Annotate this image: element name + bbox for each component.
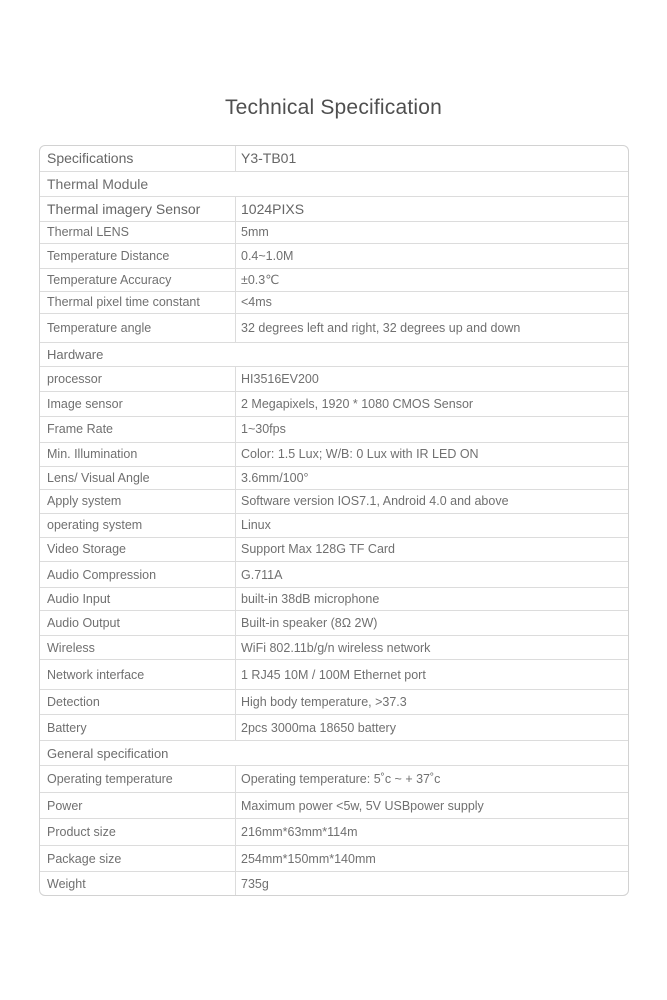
spec-value: 735g (241, 876, 269, 891)
section-header: General specification (40, 741, 628, 766)
table-row (40, 562, 628, 588)
spec-value: Software version IOS7.1, Android 4.0 and above (241, 494, 509, 509)
spec-value: Maximum power <5w, 5V USBpower supply (241, 798, 484, 813)
table-row (40, 538, 628, 563)
spec-value: ±0.3℃ (241, 273, 280, 288)
spec-label: processor (40, 367, 236, 391)
table-row (40, 715, 628, 741)
spec-value: <4ms (241, 295, 272, 310)
spec-label: Network interface (40, 660, 236, 689)
table-row (40, 146, 628, 172)
spec-value: High body temperature, >37.3 (241, 695, 407, 710)
spec-label: Temperature Accuracy (40, 269, 236, 291)
table-row (40, 392, 628, 417)
table-row (40, 367, 628, 392)
spec-value: 1024PIXS (241, 200, 305, 217)
spec-value: 1 RJ45 10M / 100M Ethernet port (241, 667, 426, 682)
spec-label: Specifications (40, 146, 236, 171)
spec-label: Package size (40, 846, 236, 871)
spec-label: Frame Rate (40, 417, 236, 442)
spec-label: Temperature angle (40, 314, 236, 342)
table-row (40, 417, 628, 443)
table-row (40, 467, 628, 490)
spec-label: Lens/ Visual Angle (40, 467, 236, 489)
spec-value: Y3-TB01 (241, 150, 297, 167)
spec-label: Operating temperature (40, 766, 236, 792)
spec-value: Color: 1.5 Lux; W/B: 0 Lux with IR LED ON (241, 447, 479, 462)
spec-label: Thermal pixel time constant (40, 292, 236, 313)
spec-value: Operating temperature: 5˚c ~ + 37˚c (241, 772, 441, 787)
table-row (40, 588, 628, 611)
spec-label: Product size (40, 819, 236, 845)
table-row (40, 514, 628, 538)
spec-value: G.711A (241, 567, 283, 582)
spec-value: WiFi 802.11b/g/n wireless network (241, 640, 431, 655)
spec-value: 254mm*150mm*140mm (241, 851, 376, 866)
spec-label: Thermal LENS (40, 222, 236, 243)
table-row (40, 636, 628, 660)
spec-value: 0.4~1.0M (241, 248, 294, 263)
table-row (40, 766, 628, 793)
spec-value: 216mm*63mm*114m (241, 825, 358, 840)
spec-label: Image sensor (40, 392, 236, 416)
spec-label: Thermal imagery Sensor (40, 197, 236, 221)
spec-label: Power (40, 793, 236, 818)
spec-value: Built-in speaker (8Ω 2W) (241, 616, 378, 631)
spec-label: Detection (40, 690, 236, 714)
spec-label: Wireless (40, 636, 236, 659)
spec-value: HI3516EV200 (241, 371, 319, 386)
table-row (40, 490, 628, 514)
spec-label: operating system (40, 514, 236, 537)
spec-label: Video Storage (40, 538, 236, 562)
spec-value: built-in 38dB microphone (241, 592, 380, 607)
spec-label: Temperature Distance (40, 244, 236, 268)
spec-value: 32 degrees left and right, 32 degrees up and down (241, 320, 521, 335)
spec-label: Apply system (40, 490, 236, 513)
table-row (40, 660, 628, 690)
table-row (40, 793, 628, 819)
table-row (40, 611, 628, 636)
spec-label: Min. Illumination (40, 443, 236, 466)
table-row (40, 244, 628, 269)
spec-label: Audio Input (40, 588, 236, 610)
table-row (40, 443, 628, 467)
table-row (40, 872, 628, 895)
table-row (40, 269, 628, 292)
spec-label: Audio Compression (40, 562, 236, 587)
spec-value: 2pcs 3000ma 18650 battery (241, 720, 396, 735)
spec-value: 2 Megapixels, 1920 * 1080 CMOS Sensor (241, 396, 474, 411)
table-row (40, 690, 628, 715)
spec-value: 1~30fps (241, 422, 286, 437)
table-row (40, 222, 628, 244)
table-row (40, 292, 628, 314)
spec-value: 3.6mm/100° (241, 470, 309, 485)
page-title: Technical Specification (224, 96, 443, 119)
table-row (40, 846, 628, 872)
table-row (40, 197, 628, 222)
spec-label: Battery (40, 715, 236, 740)
spec-value: 5mm (241, 225, 269, 240)
table-row (40, 314, 628, 343)
spec-value: Support Max 128G TF Card (241, 542, 396, 557)
spec-label: Weight (40, 872, 236, 895)
section-header: Hardware (40, 343, 628, 367)
spec-value: Linux (241, 518, 271, 533)
section-header: Thermal Module (40, 172, 628, 197)
spec-table (39, 145, 629, 896)
table-row (40, 819, 628, 846)
spec-label: Audio Output (40, 611, 236, 635)
